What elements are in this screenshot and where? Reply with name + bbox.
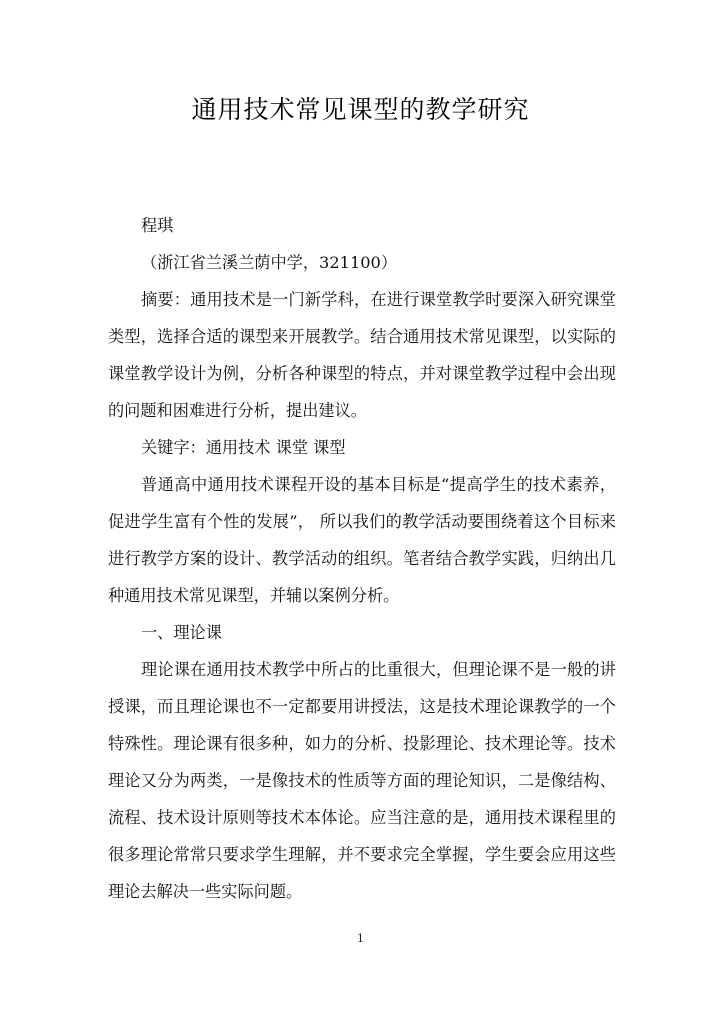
- keywords-line: 关键字：通用技术 课堂 课型: [141, 438, 346, 457]
- intro-paragraph: 普通高中通用技术课程开设的基本目标是“提高学生的技术素养，促进学生富有个性的发展”， 所以我们的教学活动要围绕着这个目标来进行教学方案的设计、教学活动的组织。笔者结合教学实践，归纳出几种通用技术常见课型，并辅以案例分析。: [108, 475, 616, 605]
- abstract-paragraph: 摘要：通用技术是一门新学科，在进行课堂教学时要深入研究课堂类型，选择合适的课型来开展教学。结合通用技术常见课型，以实际的课堂教学设计为例，分析各种课型的特点，并对课堂教学过程中会出现的问题和困难进行分析，提出建议。: [108, 290, 616, 420]
- author-name: 程琪: [141, 216, 174, 235]
- author-affiliation: （浙江省兰溪兰荫中学，321100）: [141, 253, 398, 272]
- document-title: 通用技术常见课型的教学研究: [191, 95, 530, 124]
- section-paragraph: 理论课在通用技术教学中所占的比重很大，但理论课不是一般的讲授课，而且理论课也不一定都要用讲授法，这是技术理论课教学的一个特殊性。理论课有很多种，如力的分析、投影理论、技术理论等。技术理论又分为两类，一是像技术的性质等方面的理论知识，二是像结构、流程、技术设计原则等技术本体论。应当注意的是，通用技术课程里的很多理论常常只要求学生理解，并不要求完全掌握，学生要会应用这些理论去解决一些实际问题。: [108, 660, 616, 901]
- document-body: [108, 207, 616, 910]
- page-number: 1: [357, 932, 364, 945]
- section-heading-theory: 一、理论课: [141, 623, 222, 642]
